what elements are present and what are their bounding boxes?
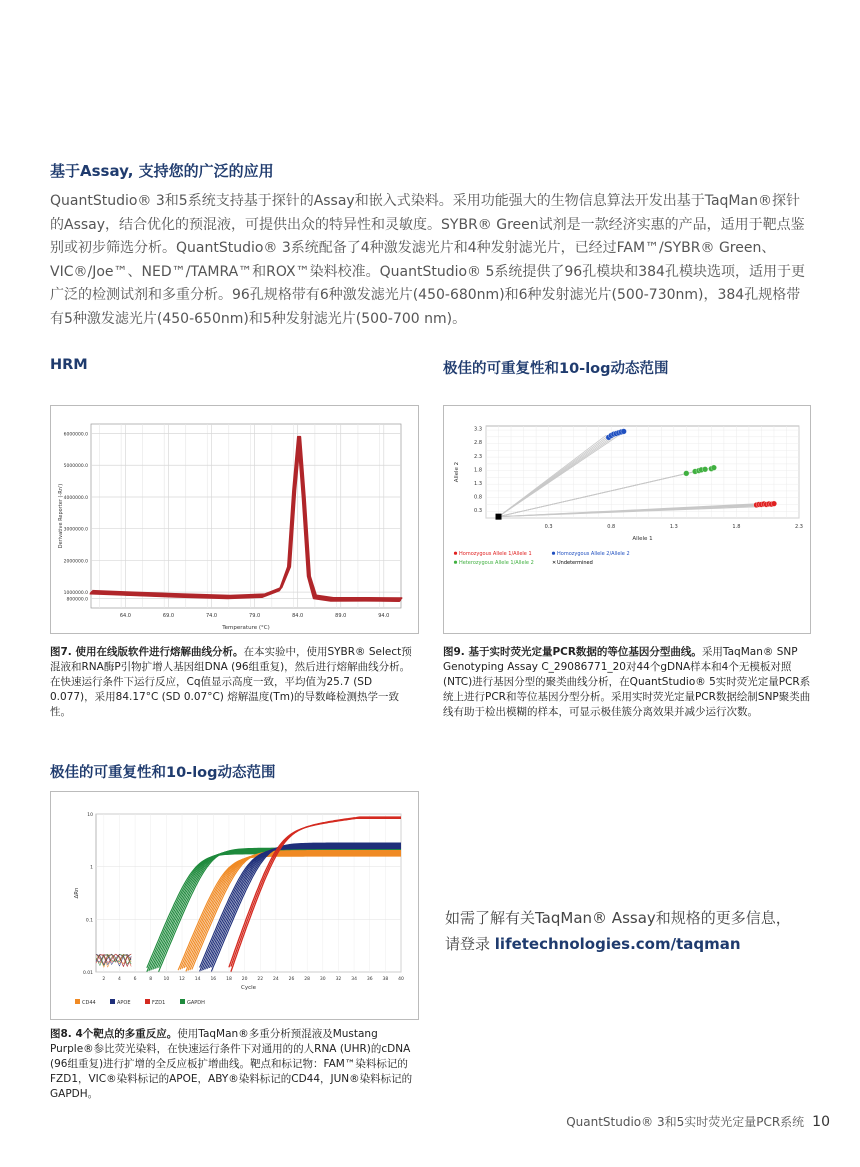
geno-point [702,466,708,472]
geno-point [711,465,717,471]
more-info-line2 [445,931,791,957]
geno-point [684,471,690,477]
geno-y-tick-label: 1.3 [474,480,482,487]
amp-x-tick-label: 2 [102,977,106,982]
geno-y-tick-label: 0.8 [474,494,482,501]
geno-x-tick-label: 0.8 [607,524,616,530]
hrm-x-tick-label: 89.0 [335,613,347,619]
legend-marker [454,552,457,555]
hrm-y-tick-label: 800000.0 [66,597,88,603]
amp-legend-label: GAPDH [187,1000,205,1006]
amp-x-tick-label: 20 [241,977,248,982]
geno-point [621,429,627,435]
amp-x-tick-label: 38 [382,977,389,982]
amp-y-tick-label: 0.01 [82,971,93,976]
hrm-x-axis-label: Temperature (°C) [222,625,270,631]
amp-legend-label: APOE [117,1000,131,1006]
amp-plot-area [96,814,401,972]
amp-x-tick-label: 16 [210,977,217,982]
more-info-block [445,905,791,957]
amp-x-tick-label: 8 [149,977,153,982]
hrm-y-tick-label: 3000000.0 [63,527,88,533]
amp-x-tick-label: 26 [288,977,295,982]
allelic-discrimination-chart [444,406,810,633]
geno-x-tick-label: 0.3 [544,524,553,530]
intro-paragraph: QuantStudio® 3和5系统支持基于探针的Assay和嵌入式染料。采用功能强大的生物信息算法开发出基于TaqMan®探针的Assay，结合优化的预混液，可提供出众的特异性和灵敏度。SYBR® Green试剂是一款经济实惠的产品，适用于靶点鉴别或初步筛选分析。QuantStudio® 3系统配备了4种激发滤光片和4种发射滤光片，已经过FAM™/SYBR® Green、VIC®/Joe™、NED™/TAMRA™和ROX™染料校准。QuantStudio® 5系统提供了96孔模块和384孔模块选项，适用于更广泛的检测试剂和多重分析。96孔规格带有6种激发滤光片(450-680nm)和6种发射滤光片(500-730nm)，384孔规格带有5种激发滤光片(450-650nm)和5种发射滤光片(500-700 nm)。 [50,193,805,327]
hrm-x-tick-label: 64.0 [119,613,132,619]
genotyping-section-title: 极佳的可重复性和10-log动态范围 [443,361,669,377]
geno-legend-label: Undetermined [557,560,593,566]
geno-legend-label: Homozygous Allele 1/Allele 1 [459,551,532,557]
hrm-y-tick-label: 1000000.0 [63,591,88,597]
hrm-y-tick-label: 6000000.0 [63,432,88,438]
amp-x-axis-label: Cycle [240,985,257,991]
fig8-caption-title: 图8. 4个靶点的多重反应。 [50,1028,178,1040]
taqman-link[interactable]: lifetechnologies.com/taqman [494,935,741,953]
fig8-caption [50,1027,422,1102]
geno-y-tick-label: 1.8 [474,467,482,474]
amp-x-tick-label: 32 [335,977,342,982]
fig9-caption-title: 图9. 基于实时荧光定量PCR数据的等位基因分型曲线。 [443,646,702,658]
amp-legend-label: FZD1 [152,1000,166,1006]
amp-x-tick-label: 36 [366,977,373,982]
fig8-caption-text: 使用TaqMan®多重分析预混液及Mustang Purple®参比荧光染料，在快速运行条件下对通用的的人RNA (UHR)的cDNA (96组重复)进行扩增的全反应板扩增曲线。靶点和标记物：FAM™染料标记的FZD1，VIC®染料标记的APOE，ABY®染料标记的CD44，JUN®染料标记的GAPDH。 [50,1028,413,1100]
more-info-prefix: 请登录 [445,935,495,953]
hrm-x-tick-label: 74.0 [205,613,218,619]
geno-y-tick-label: 2.8 [474,440,482,447]
amplification-plot-chart [51,792,418,1019]
genotyping-chart-panel [443,405,811,634]
footer-text: QuantStudio® 3和5实时荧光定量PCR系统 [566,1115,805,1129]
amp-x-tick-label: 12 [179,977,185,982]
amp-x-tick-label: 34 [351,977,357,982]
page-footer [566,1113,830,1130]
amp-x-tick-label: 6 [133,977,137,982]
hrm-y-axis-label: Derivative Reporter (-Rn') [58,483,64,549]
amp-x-tick-label: 22 [257,977,264,982]
page-number: 10 [812,1114,830,1130]
geno-y-axis-label: Allele 2 [454,461,460,483]
hrm-y-tick-label: 4000000.0 [63,495,88,501]
geno-y-tick-label: 2.3 [474,453,482,460]
intro-heading: 基于Assay, 支持您的广泛的应用 [50,162,274,180]
amp-x-tick-label: 18 [226,977,232,982]
hrm-x-tick-label: 94.0 [378,613,390,619]
legend-marker [552,552,555,555]
hrm-x-tick-label: 84.0 [292,613,304,619]
more-info-line1: 如需了解有关TaqMan® Assay和规格的更多信息， [445,909,791,927]
amp-x-tick-label: 30 [319,977,326,982]
amp-legend-swatch [145,999,150,1004]
legend-marker-undetermined: ✕ [552,560,557,566]
amp-y-tick-label: 1 [90,865,93,871]
hrm-x-tick-label: 79.0 [249,613,261,619]
geno-x-tick-label: 1.8 [732,524,741,530]
amp-x-tick-label: 14 [194,977,201,982]
geno-y-tick-label: 3.3 [474,426,482,433]
multiplex-section-title: 极佳的可重复性和10-log动态范围 [50,765,276,781]
geno-x-tick-label: 2.3 [795,524,803,530]
fig7-caption [50,645,420,720]
amp-x-tick-label: 24 [273,977,279,982]
amp-legend-label: CD44 [82,1000,96,1006]
amp-x-tick-label: 10 [163,977,170,982]
fig7-caption-title: 图7. 使用在线版软件进行熔解曲线分析。 [50,646,244,658]
amp-x-tick-label: 40 [398,977,404,982]
geno-x-tick-label: 1.3 [669,524,678,530]
amp-y-axis-label: ΔRn [74,887,80,899]
hrm-x-tick-label: 69.0 [162,613,175,619]
geno-point-undetermined [496,514,502,520]
amp-x-tick-label: 28 [304,977,311,982]
legend-marker [454,561,457,564]
geno-legend-label: Heterozygous Allele 1/Allele 2 [459,560,534,566]
amp-y-tick-label: 10 [87,813,93,818]
multiplex-chart-panel [50,791,419,1020]
hrm-plot-area [91,424,401,608]
hrm-melt-curve-chart [51,406,418,633]
geno-legend-label: Homozygous Allele 2/Allele 2 [557,551,630,557]
fig7-caption-text: 在本实验中，使用SYBR® Select预混液和RNA酶P引物扩增人基因组DNA (96组重复)，然后进行熔解曲线分析。在快速运行条件下运行反应，Cq值显示高度一致，平均值为25.7 (SD 0.077)，采用84.17°C (SD 0.07°C) 熔解温度(Tm)的导数峰检测热学一致性。 [50,646,412,718]
geno-y-tick-label: 0.3 [474,507,482,514]
fig9-caption-text: 采用TaqMan® SNP Genotyping Assay C_29086771_20对44个gDNA样本和4个无模板对照(NTC)进行基因分型的聚类曲线分析，在QuantStudio® 5实时荧光定量PCR系统上进行PCR和等位基因分型分析。采用实时荧光定量PCR数据绘制SNP聚类曲线有助于检出模糊的样本，可显示极佳簇分离效果并减少运行次数。 [443,646,811,718]
geno-x-axis-label: Allele 1 [632,536,653,542]
fig9-caption [443,645,813,720]
amp-x-tick-label: 4 [118,977,121,982]
hrm-chart-panel [50,405,419,634]
hrm-section-title: HRM [50,357,88,373]
amp-legend-swatch [110,999,115,1004]
geno-point [771,501,777,507]
amp-y-tick-label: 0.1 [85,918,93,924]
hrm-y-tick-label: 2000000.0 [63,559,88,565]
amp-legend-swatch [180,999,185,1004]
hrm-y-tick-label: 5000000.0 [63,464,88,470]
amp-legend-swatch [75,999,80,1004]
